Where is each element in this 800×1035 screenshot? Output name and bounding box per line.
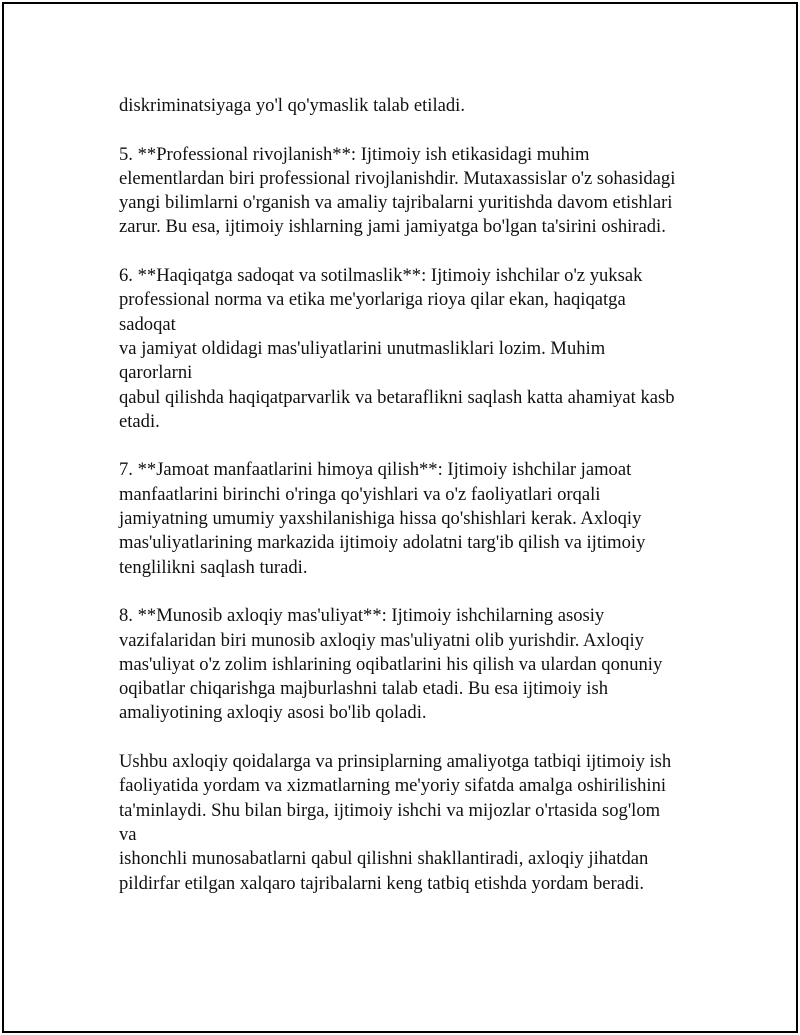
paragraph-item-6: 6. **Haqiqatga sadoqat va sotilmaslik**: Ijtimoiy ishchilar o'z yuksak professional norma va etika me'yorlariga rioya qilar ekan, haqiqatga sadoqat va jamiyat oldidagi mas'uliyatlarini unutmasliklari lozim. Muhim qarorlarni qabul qilishda haqiqatparvarlik va betaraflikni saqlash katta ahamiyat kasb etadi. — [119, 265, 675, 432]
paragraph-item-5: 5. **Professional rivojlanish**: Ijtimoiy ish etikasidagi muhim elementlardan biri professional rivojlanishdir. Mutaxassislar o'z sohasidagi yangi bilimlarni o'rganish va amaliy tajribalarni yuritishda davom etishlari zarur. Bu esa, ijtimoiy ishlarning jami jamiyatga bo'lgan ta'sirini oshiradi. — [119, 143, 676, 238]
paragraph-conclusion: Ushbu axloqiy qoidalarga va prinsiplarning amaliyotga tatbiqi ijtimoiy ish faoliyatida yordam va xizmatlarning me'yoriy sifatda amalga oshirilishini ta'minlaydi. Shu bilan birga, ijtimoiy ishchi va mijozlar o'rtasida sog'lom va ishonchli munosabatlarni qabul qilishni shakllantiradi, axloqiy jihatdan pildirfar etilgan xalqaro tajribalarni keng tatbiq etishda yordam beradi. — [119, 751, 672, 894]
paragraph-item-7: 7. **Jamoat manfaatlarini himoya qilish**: Ijtimoiy ishchilar jamoat manfaatlarini birinchi o'ringa qo'yishlari va o'z faoliyatlari orqali jamiyatning umumiy yaxshilanishiga hissa qo'shishlari kerak. Axloqiy mas'uliyatlarining markazida ijtimoiy adolatni targ'ib qilish va ijtimoiy tenglilikni saqlash turadi. — [119, 459, 646, 578]
document-page — [2, 2, 798, 1033]
paragraph-continuation: diskriminatsiyaga yo'l qo'ymaslik talab etiladi. — [119, 95, 465, 116]
paragraph-item-8: 8. **Munosib axloqiy mas'uliyat**: Ijtimoiy ishchilarning asosiy vazifalaridan biri munosib axloqiy mas'uliyatni olib yurishdir. Axloqiy mas'uliyat o'z zolim ishlarining oqibatlarini his qilish va ulardan qonuniy oqibatlar chiqarishga majburlashni talab etadi. Bu esa ijtimoiy ish amaliyotining axloqiy asosi bo'lib qoladi. — [119, 605, 663, 724]
document-body — [119, 94, 679, 896]
